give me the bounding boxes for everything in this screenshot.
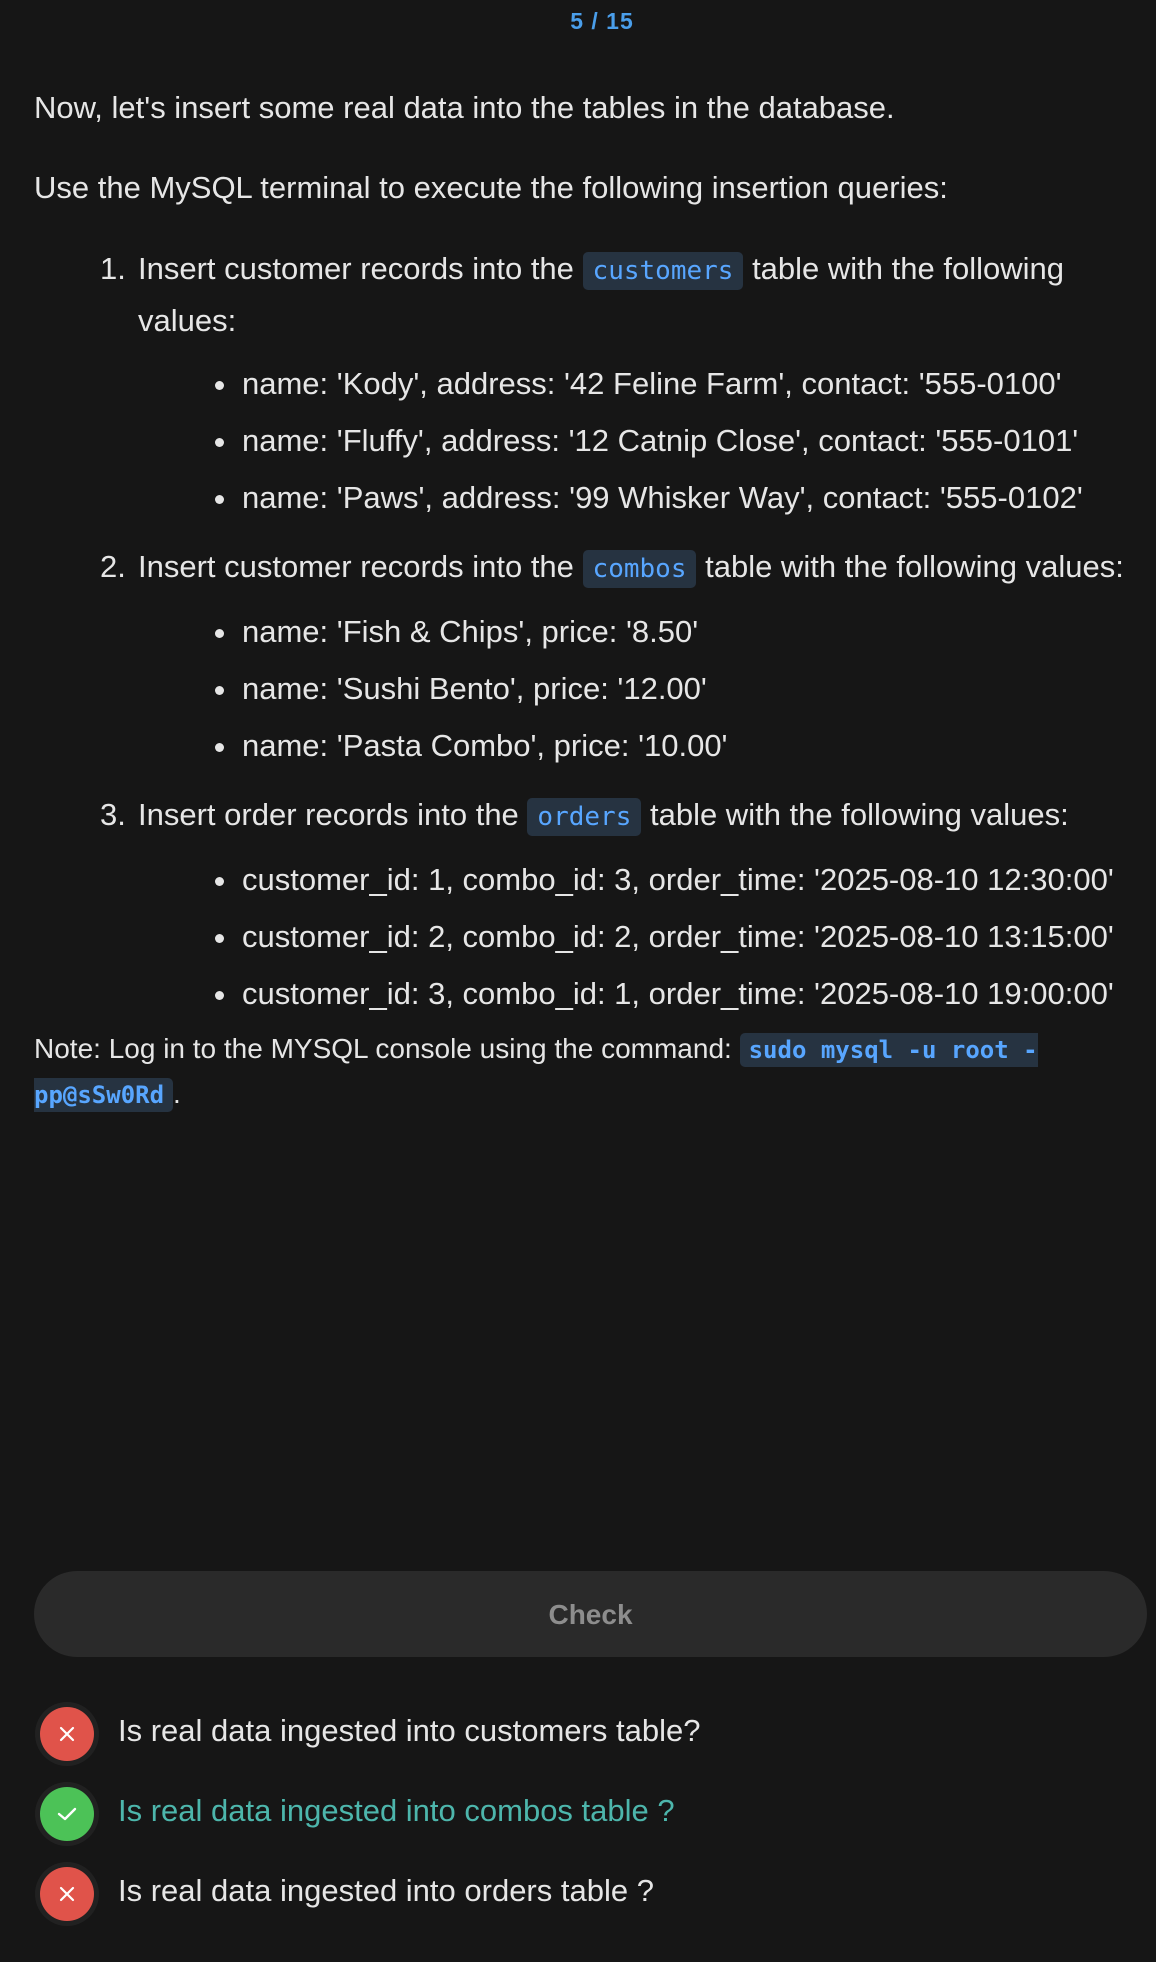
step-1-values	[34, 360, 1144, 522]
intro-text: Now, let's insert some real data into the tables in the database.	[34, 90, 895, 125]
step-2	[34, 542, 1144, 594]
check-item-customers	[34, 1699, 1144, 1779]
bullet-icon	[215, 877, 224, 886]
verification-checklist	[34, 1699, 1144, 1939]
check-label: Is real data ingested into customers table?	[118, 1713, 701, 1748]
bullet-icon	[215, 629, 224, 638]
table-name-code: orders	[527, 798, 641, 836]
list-item: name: 'Sushi Bento', price: '12.00'	[34, 665, 1144, 713]
list-item: customer_id: 3, combo_id: 1, order_time: '2025-08-10 19:00:00'	[34, 970, 1144, 1018]
cross-icon	[40, 1707, 94, 1761]
list-item: customer_id: 1, combo_id: 3, order_time: '2025-08-10 12:30:00'	[34, 856, 1144, 904]
instructions-panel	[34, 84, 1144, 1117]
bullet-icon	[215, 438, 224, 447]
bullet-icon	[215, 381, 224, 390]
step-text-suffix: table with the following values:	[705, 549, 1124, 584]
bullet-icon	[215, 743, 224, 752]
check-label: Is real data ingested into combos table ?	[118, 1793, 675, 1828]
step-3	[34, 790, 1144, 842]
step-text-prefix: Insert customer records into the	[138, 251, 574, 286]
step-progress: 5 / 15	[570, 8, 634, 34]
bullet-icon	[215, 495, 224, 504]
step-number: 3.	[100, 797, 126, 832]
list-item: customer_id: 2, combo_id: 2, order_time: '2025-08-10 13:15:00'	[34, 913, 1144, 961]
note-text: Note: Log in to the MYSQL console using the command:	[34, 1033, 732, 1064]
step-2-values	[34, 608, 1144, 770]
cross-icon	[40, 1867, 94, 1921]
login-command-code[interactable]: sudo mysql -u root -pp@sSw0Rd	[34, 1033, 1038, 1112]
table-name-code: customers	[583, 252, 744, 290]
check-button[interactable]: Check	[34, 1571, 1147, 1657]
step-3-values	[34, 856, 1144, 1018]
step-number: 1.	[100, 251, 126, 286]
bullet-icon	[215, 991, 224, 1000]
bullet-icon	[215, 934, 224, 943]
checkmark-icon	[40, 1787, 94, 1841]
step-1	[34, 244, 1144, 346]
list-item: name: 'Fluffy', address: '12 Catnip Close', contact: '555-0101'	[34, 417, 1144, 465]
table-name-code: combos	[583, 550, 697, 588]
list-item: name: 'Pasta Combo', price: '10.00'	[34, 722, 1144, 770]
instruction-text: Use the MySQL terminal to execute the following insertion queries:	[34, 170, 948, 205]
step-number: 2.	[100, 549, 126, 584]
list-item: name: 'Paws', address: '99 Whisker Way', contact: '555-0102'	[34, 474, 1144, 522]
step-text-prefix: Insert order records into the	[138, 797, 519, 832]
list-item: name: 'Fish & Chips', price: '8.50'	[34, 608, 1144, 656]
bullet-icon	[215, 686, 224, 695]
login-note	[34, 1027, 1144, 1117]
check-label: Is real data ingested into orders table ?	[118, 1873, 654, 1908]
check-item-orders	[34, 1859, 1144, 1939]
check-item-combos	[34, 1779, 1144, 1859]
step-text-suffix: table with the following values:	[649, 797, 1069, 832]
note-suffix: .	[173, 1078, 181, 1109]
step-text-prefix: Insert customer records into the	[138, 549, 574, 584]
step-text-suffix: table with the following values:	[138, 251, 1064, 338]
list-item: name: 'Kody', address: '42 Feline Farm', contact: '555-0100'	[34, 360, 1144, 408]
